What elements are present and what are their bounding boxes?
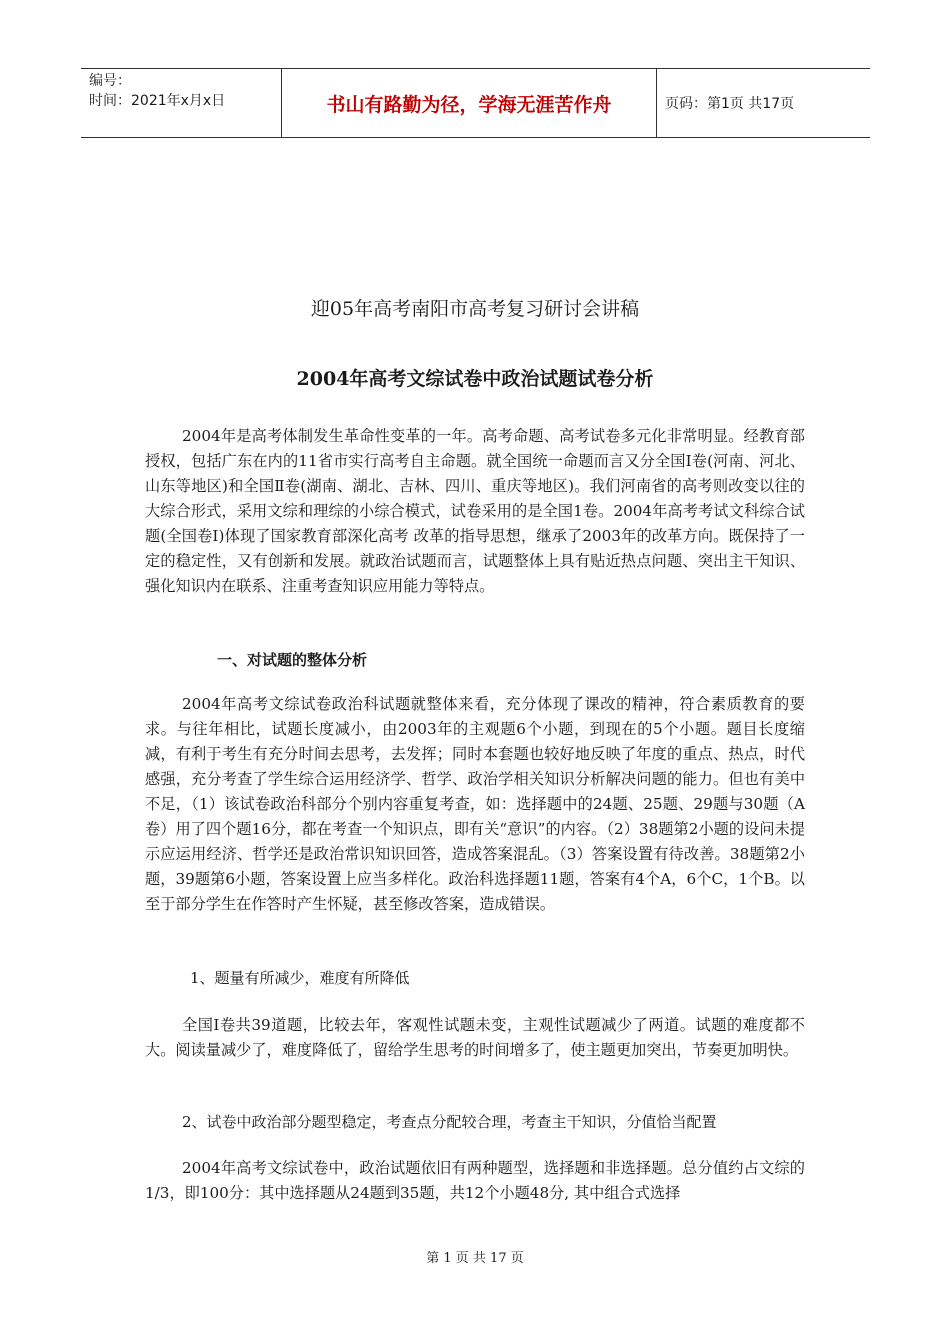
header-meta [81,69,281,137]
number-label: 编号： [89,73,131,89]
intro-paragraph: 2004年是高考体制发生革命性变革的一年。高考命题、高考试卷多元化非常明显。经教育部授权，包括广东在内的11省市实行高考自主命题。就全国统一命题而言又分全国Ⅰ卷(河南、河北、山东等地区)和全国Ⅱ卷(湖南、湖北、吉林、四川、重庆等地区)。我们河南省的高考则改变以往的大综合形式，采用文综和理综的小综合模式，试卷采用的是全国1卷。2004年高考考试文科综合试题(全国卷Ⅰ)体现了国家教育部深化高考 改革的指导思想，继承了2003年的改革方向。既保持了一定的稳定性，又有创新和发展。就政治试题而言，试题整体上具有贴近热点问题、突出主干知识、强化知识内在联系、注重考查知识应用能力等特点。 [145,427,806,595]
sub-heading-1: 1、题量有所减少，难度有所降低 [190,969,410,987]
overall-paragraph: 2004年高考文综试卷政治科试题就整体来看，充分体现了课改的精神，符合素质教育的要求。与往年相比，试题长度减小，由2003年的主观题6个小题，到现在的5个小题。题目长度缩减，有利于考生有充分时间去思考，去发挥；同时本套题也较好地反映了年度的重点、热点，时代感强，充分考查了学生综合运用经济学、哲学、政治学相关知识分析解决问题的能力。但也有美中不足，（1）该试卷政治科部分个别内容重复考查，如：选择题中的24题、25题、29题与30题（A卷）用了四个题16分，都在考查一个知识点，即有关“意识”的内容。（2）38题第2小题的设问未提示应运用经济、哲学还是政治常识知识回答，造成答案混乱。（3）答案设置有待改善。38题第2小题，39题第6小题，答案设置上应当多样化。政治科选择题11题，答案有4个A，6个C，1个B。以至于部分学生在作答时产生怀疑，甚至修改答案，造成错误。 [145,695,805,913]
section-heading-1: 一、对试题的整体分析 [217,651,368,669]
time-label: 时间：2021年x月x日 [89,93,226,109]
page-info: 页码：第1页 共17页 [665,96,795,112]
reduced-paragraph: 全国Ⅰ卷共39道题，比较去年，客观性试题未变，主观性试题减少了两道。试题的难度都不大。阅读量减少了，难度降低了，留给学生思考的时间增多了，使主题更加突出，节奏更加明快。 [145,1016,805,1059]
motto: 书山有路勤为径，学海无涯苦作舟 [281,69,657,137]
sub-heading-2: 2、试卷中政治部分题型稳定，考查点分配较合理，考查主干知识，分值恰当配置 [182,1113,717,1131]
header-table [81,68,870,138]
document-title: 2004年高考文综试卷中政治试题试卷分析 [296,368,654,390]
structure-paragraph: 2004年高考文综试卷中，政治试题依旧有两种题型，选择题和非选择题。总分值约占文综的1/3，即100分：其中选择题从24题到35题，共12个小题48分, 其中组合式选择 [145,1159,805,1202]
page-footer: 第 1 页 共 17 页 [426,1251,524,1266]
document-subtitle: 迎05年高考南阳市高考复习研讨会讲稿 [310,298,640,320]
